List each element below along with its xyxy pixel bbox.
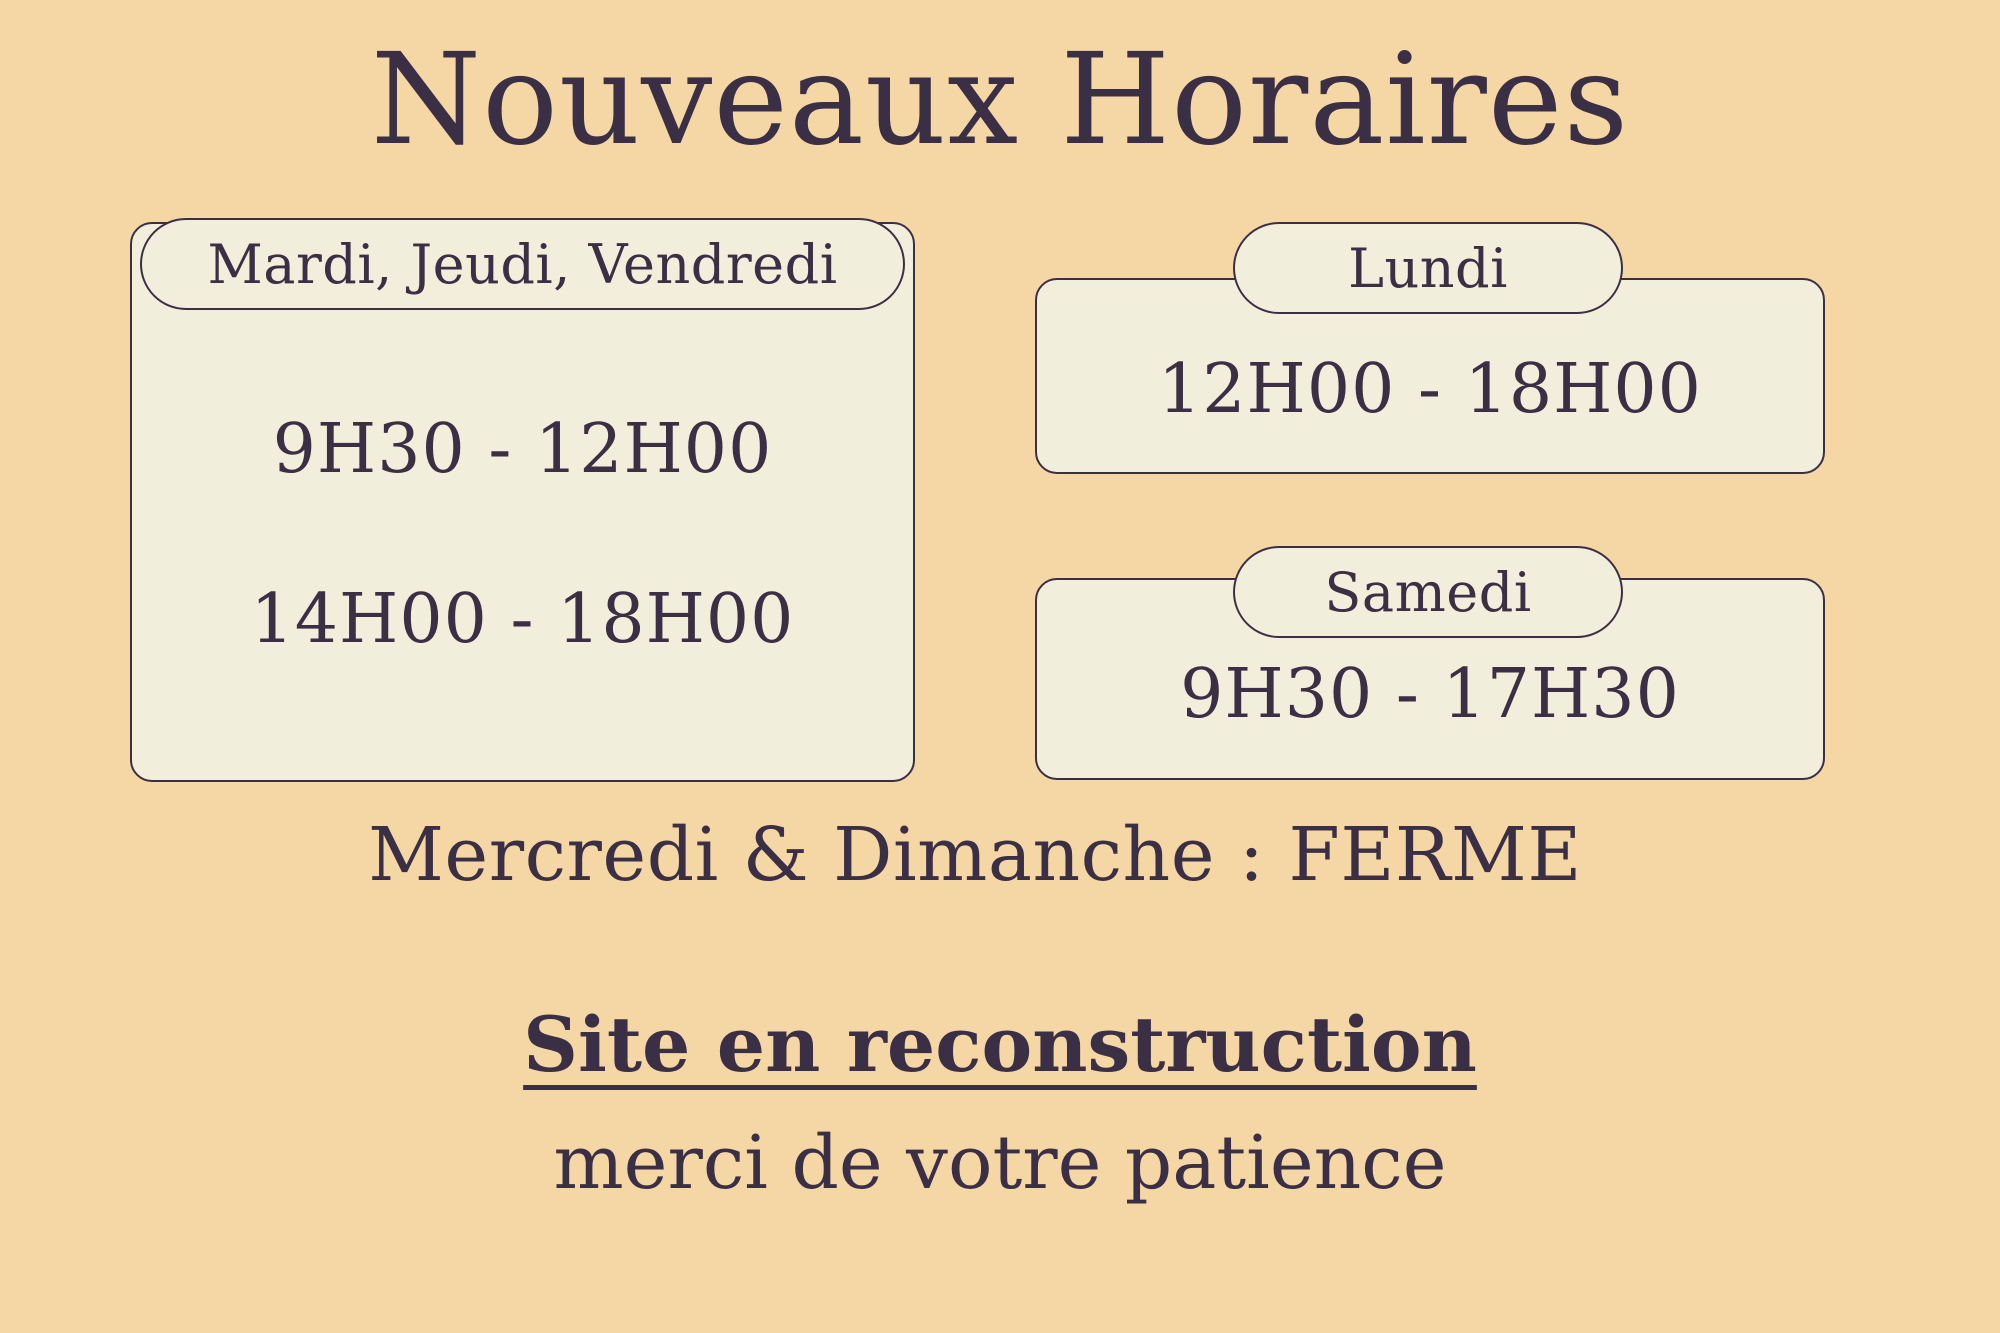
schedule-label-weekdays: Mardi, Jeudi, Vendredi [140,218,905,310]
page-title: Nouveaux Horaires [370,26,1630,173]
schedule-time-weekdays-morning: 9H30 - 12H00 [272,410,773,489]
schedule-label-monday: Lundi [1233,222,1623,314]
footer-subline: merci de votre patience [553,1120,1447,1206]
footer-headline: Site en reconstruction [523,1000,1477,1089]
schedule-time-weekdays-afternoon: 14H00 - 18H00 [250,580,795,659]
closed-days-note: Mercredi & Dimanche : FERME [368,812,1582,898]
schedule-time-monday: 12H00 - 18H00 [1158,350,1702,429]
schedule-label-saturday: Samedi [1233,546,1623,638]
schedule-time-saturday: 9H30 - 17H30 [1180,655,1680,734]
